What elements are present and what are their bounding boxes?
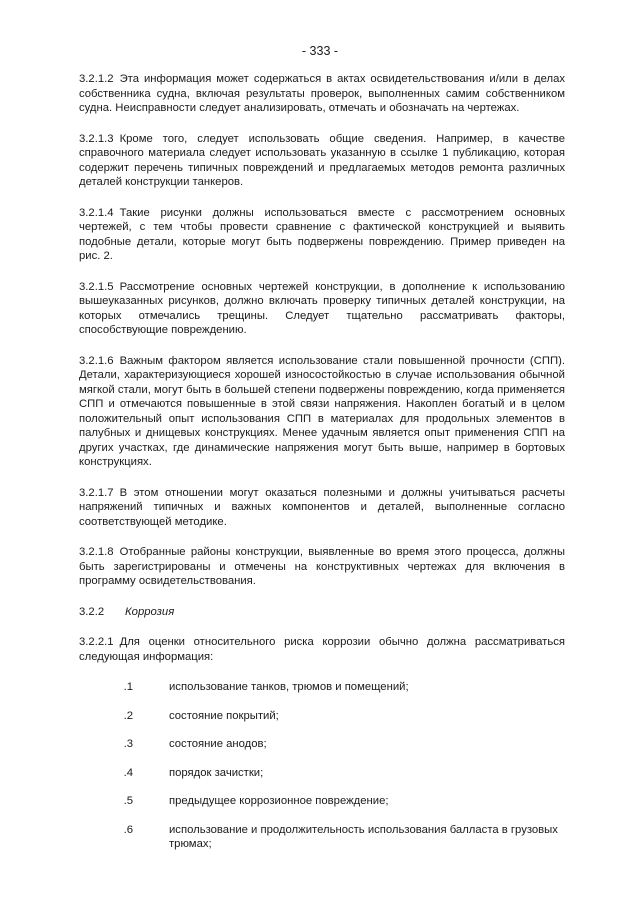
information-list bbox=[79, 680, 565, 852]
list-item-number: .2 bbox=[123, 709, 133, 722]
list-item bbox=[79, 823, 565, 852]
paragraph-text: Для оценки относительного риска коррозии обычно должна рассматриваться следующая информация: bbox=[79, 636, 565, 663]
list-item-number: .1 bbox=[123, 681, 133, 693]
list-item bbox=[79, 737, 565, 752]
list-item-text: состояние анодов; bbox=[169, 738, 267, 750]
paragraph-number: 3.2.1.2 bbox=[79, 73, 114, 85]
list-item-text: порядок зачистки; bbox=[169, 766, 264, 779]
paragraph-3-2-1-6 bbox=[79, 354, 565, 470]
paragraph-text: Такие рисунки должны использоваться вместе с рассмотрением основных чертежей, с тем чтобы провести сравнение с фактической конструкцией и выявить подобные детали, которые могут быть подвержены повреждению. Пример приведен на рис. 2. bbox=[79, 206, 565, 262]
page-content bbox=[79, 72, 565, 866]
paragraph-3-2-1-2 bbox=[79, 72, 565, 116]
paragraph-text: Отобранные районы конструкции, выявленные во время этого процесса, должны быть зарегистрированы и отмечены на конструктивных чертежах для включения в программу освидетельствования. bbox=[79, 546, 565, 587]
paragraph-number: 3.2.1.4 bbox=[79, 206, 114, 219]
paragraph-3-2-1-3 bbox=[79, 132, 565, 190]
paragraph-text: В этом отношении могут оказаться полезными и должны учитываться расчеты напряжений типичных и важных компонентов и деталей, выполненные согласно соответствующей методике. bbox=[79, 486, 565, 528]
paragraph-text: Важным фактором является использование стали повышенной прочности (СПП). Детали, характеризующиеся хорошей износостойкостью в случае использования обычной мягкой стали, могут быть в большей степени подвержены повреждению, когда применяется СПП и отмечаются повышенные в этой связи напряжения. Накоплен богатый и в целом положительный опыт использования СПП в материалах для продольных элементов в палубных и днищевых конструкциях. Менее удачным является опыт применения СПП на других участках, где динамические напряжения могут быть выше, например в бортовых конструкциях. bbox=[79, 354, 565, 468]
paragraph-text: Кроме того, следует использовать общие сведения. Например, в качестве справочного материала следует использовать указанную в ссылке 1 публикацию, которая содержит перечень типичных повреждений и предлагаемых методов ремонта различных деталей конструкции танкеров. bbox=[79, 132, 565, 188]
paragraph-3-2-1-7 bbox=[79, 486, 565, 530]
section-title: Коррозия bbox=[125, 605, 175, 618]
paragraph-number: 3.2.1.3 bbox=[79, 132, 114, 145]
paragraph-number: 3.2.1.6 bbox=[79, 354, 114, 367]
list-item-text: состояние покрытий; bbox=[169, 709, 279, 722]
paragraph-3-2-2-1 bbox=[79, 635, 565, 664]
list-item-text: предыдущее коррозионное повреждение; bbox=[169, 795, 389, 807]
paragraph-3-2-1-5 bbox=[79, 280, 565, 338]
list-item bbox=[79, 680, 565, 695]
list-item bbox=[79, 766, 565, 781]
paragraph-number: 3.2.1.7 bbox=[79, 486, 114, 499]
list-item-number: .3 bbox=[123, 738, 133, 750]
page-number: - 333 - bbox=[301, 44, 339, 58]
list-item-text: использование и продолжительность использования балласта в грузовых трюмах; bbox=[169, 823, 558, 850]
list-item-number: .5 bbox=[123, 795, 133, 807]
paragraph-3-2-1-8 bbox=[79, 545, 565, 589]
paragraph-text: Эта информация может содержаться в актах освидетельствования и/или в делах собственника судна, включая результаты проверок, выполненных самим собственником судна. Неисправности следует анализировать, отмечать и обозначать на чертежах. bbox=[79, 73, 565, 114]
paragraph-3-2-1-4 bbox=[79, 206, 565, 264]
section-heading-corrosion bbox=[79, 605, 565, 620]
paragraph-number: 3.2.1.8 bbox=[79, 546, 114, 558]
list-item-number: .6 bbox=[123, 823, 133, 836]
paragraph-number: 3.2.1.5 bbox=[79, 280, 114, 293]
list-item bbox=[79, 794, 565, 809]
section-number: 3.2.2 bbox=[79, 605, 105, 618]
list-item-text: использование танков, трюмов и помещений; bbox=[169, 681, 409, 693]
paragraph-text: Рассмотрение основных чертежей конструкции, в дополнение к использованию вышеуказанных рисунков, должно включать проверку типичных деталей конструкции, на которых отмечались трещины. Следует тщательно рассматривать факторы, способствующие повреждению. bbox=[79, 280, 565, 336]
list-item bbox=[79, 709, 565, 724]
paragraph-number: 3.2.2.1 bbox=[79, 636, 114, 648]
list-item-number: .4 bbox=[123, 766, 133, 779]
